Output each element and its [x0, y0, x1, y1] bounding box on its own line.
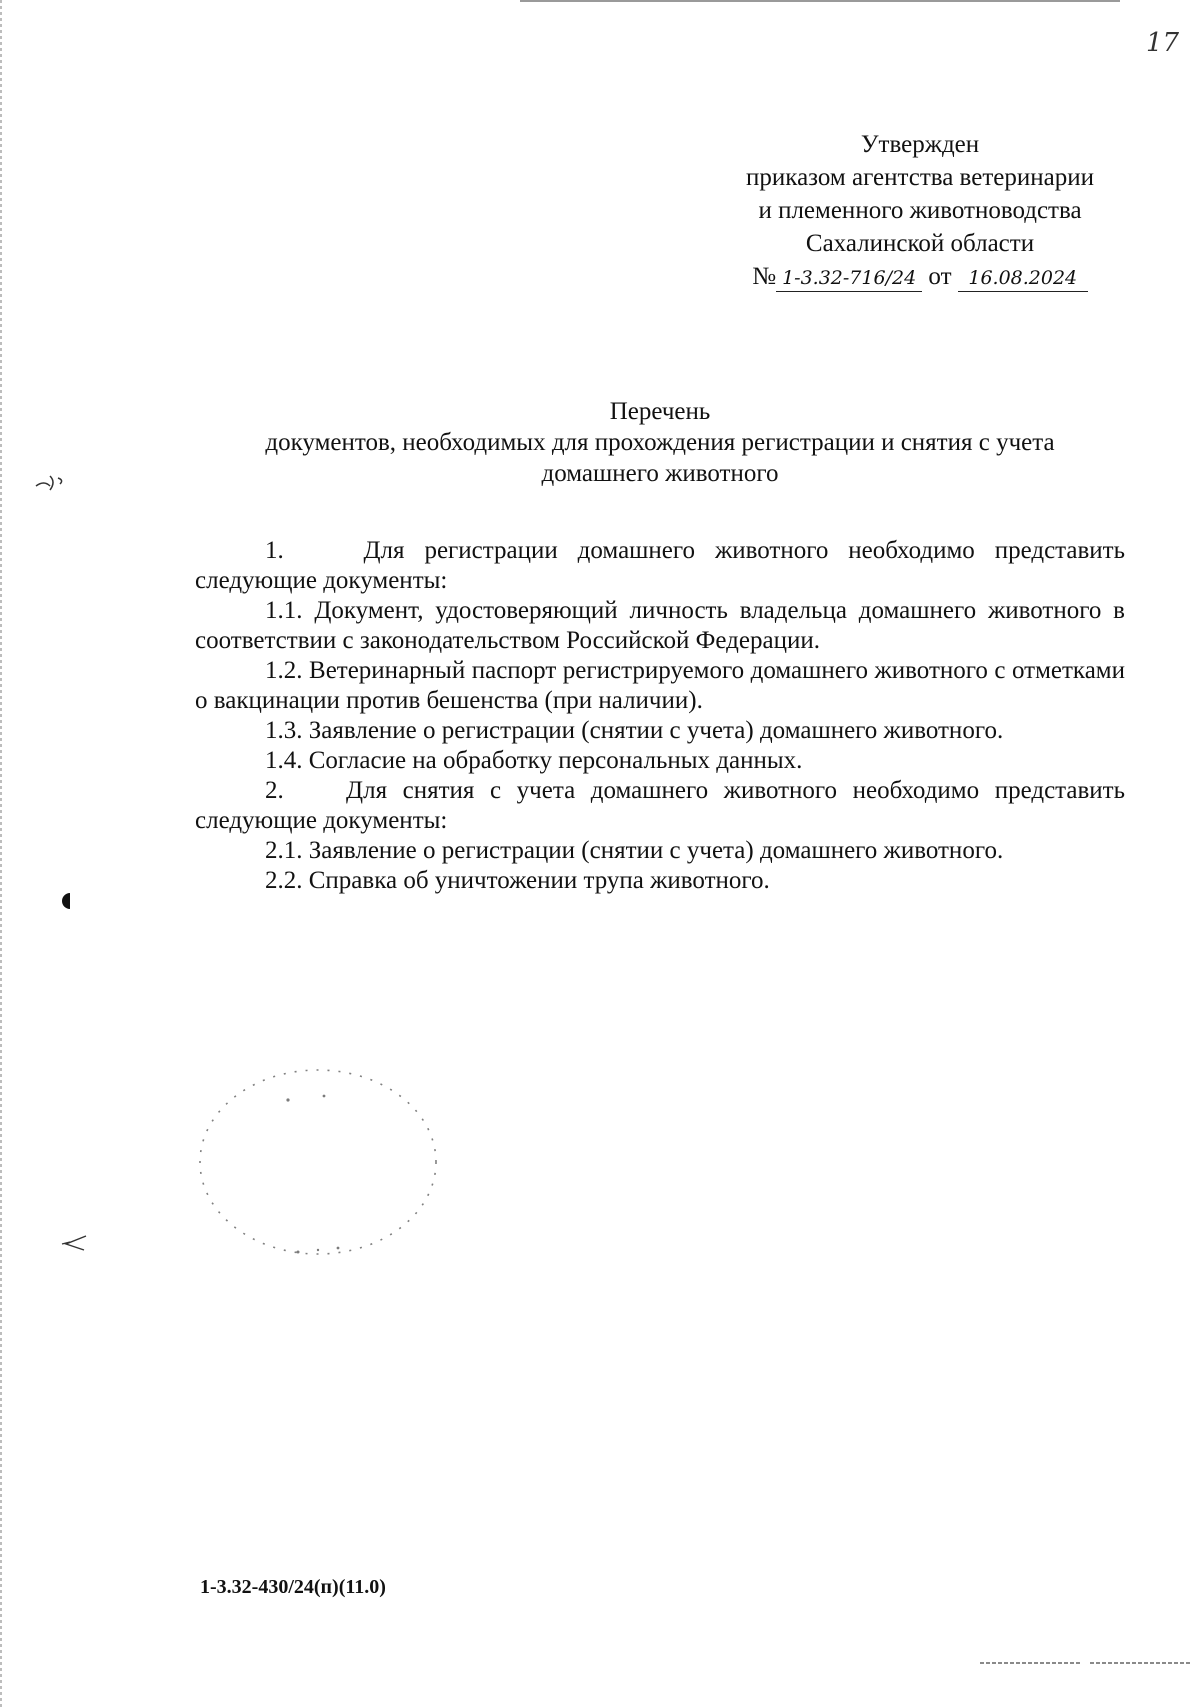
list-item: 2. Для снятия с учета домашнего животного необходимо представить следующие документы: [195, 777, 1125, 834]
handwritten-page-number: 17 [1146, 28, 1180, 58]
scan-bottom-dash [980, 1662, 1080, 1664]
title-line: Перечень [609, 398, 711, 425]
approval-line: Сахалинской области [805, 230, 1035, 257]
scan-bottom-dash [1090, 1662, 1190, 1664]
approval-block [700, 128, 1140, 293]
scan-top-line [520, 0, 1120, 2]
faint-stamp-mark [188, 1062, 448, 1262]
approval-line: приказом агентства ветеринарии [746, 164, 1094, 191]
approval-line: Утвержден [860, 131, 980, 158]
document-title [180, 396, 1140, 489]
order-number-line [700, 260, 1140, 293]
date-prefix: от [928, 263, 952, 290]
title-line: документов, необходимых для прохождения регистрации и снятия с учета [265, 429, 1055, 456]
list-item: 2.1. Заявление о регистрации (снятии с учета) домашнего животного. [265, 837, 1004, 864]
margin-scribble-mark [56, 1232, 90, 1256]
order-number: 1-3.32-716/24 [776, 265, 922, 292]
list-item: 2.2. Справка об уничтожении трупа животного. [265, 867, 770, 894]
binder-hole-mark [56, 890, 78, 912]
order-date: 16.08.2024 [958, 265, 1088, 292]
list-item: 1.1. Документ, удостоверяющий личность владельца домашнего животного в соответствии с законодательством Российской Федерации. [195, 597, 1125, 654]
number-sign: № [752, 263, 777, 290]
margin-scribble-mark [34, 470, 70, 494]
list-item: 1. Для регистрации домашнего животного необходимо представить следующие документы: [195, 537, 1125, 594]
list-item: 1.3. Заявление о регистрации (снятии с учета) домашнего животного. [265, 717, 1004, 744]
scan-left-edge [0, 0, 2, 1708]
document-body [195, 536, 1125, 896]
list-item: 1.4. Согласие на обработку персональных данных. [265, 747, 803, 774]
approval-line: и племенного животноводства [758, 197, 1082, 224]
list-item: 1.2. Ветеринарный паспорт регистрируемого домашнего животного с отметками о вакцинации против бешенства (при наличии). [195, 657, 1125, 714]
document-registry-code: 1-3.32-430/24(п)(11.0) [200, 1576, 386, 1598]
title-line: домашнего животного [541, 460, 779, 487]
